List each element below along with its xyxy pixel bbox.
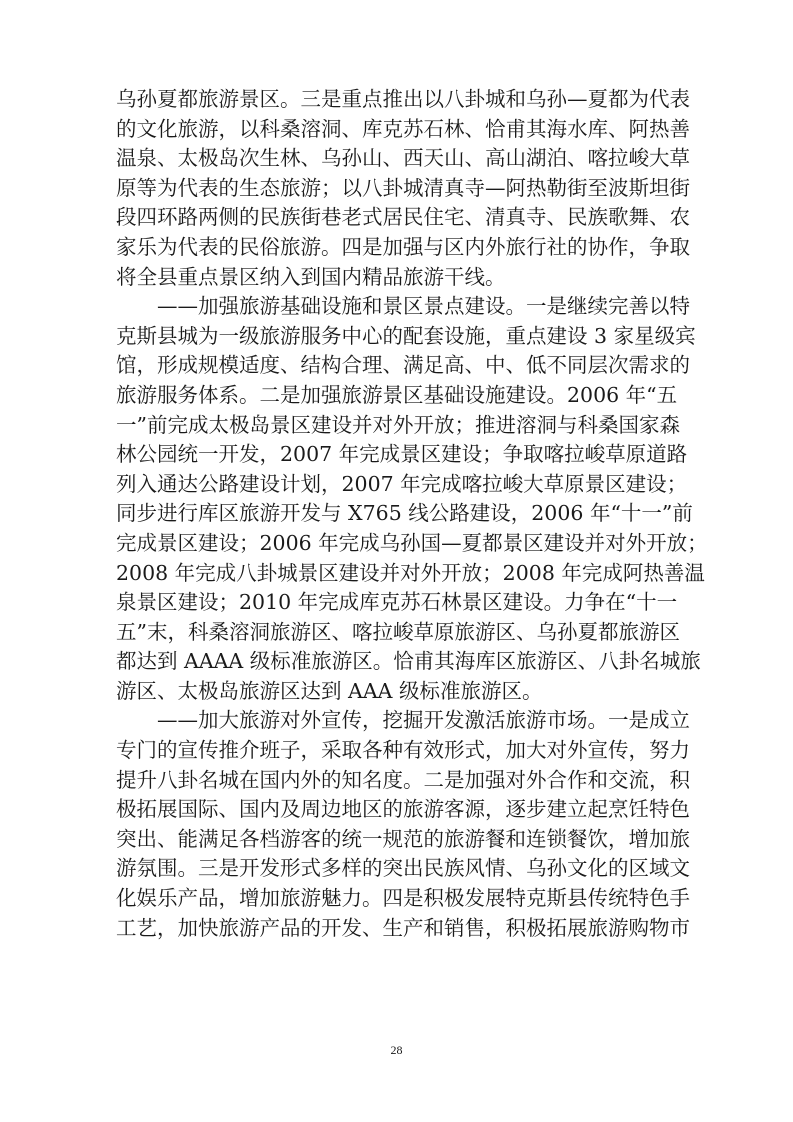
- text-line: 克斯县城为一级旅游服务中心的配套设施，重点建设 3 家星级宾: [116, 323, 696, 348]
- text-line: 温泉、太极岛次生林、乌孙山、西天山、高山湖泊、喀拉峻大草: [116, 146, 690, 171]
- text-line: 化娱乐产品，增加旅游魅力。四是积极发展特克斯县传统特色手: [116, 886, 690, 911]
- text-line: 突出、能满足各档游客的统一规范的旅游餐和连锁餐饮，增加旅: [116, 826, 690, 851]
- text-line: ——加大旅游对外宣传，挖掘开发激活旅游市场。一是成立: [157, 708, 690, 733]
- text-line: 旅游服务体系。二是加强旅游景区基础设施建设。2006 年“五: [116, 382, 678, 407]
- text-line: 游氛围。三是开发形式多样的突出民族风情、乌孙文化的区域文: [116, 856, 690, 881]
- text-line: 五”末，科桑溶洞旅游区、喀拉峻草原旅游区、乌孙夏都旅游区: [116, 619, 680, 644]
- text-line: 完成景区建设；2006 年完成乌孙国—夏都景区建设并对外开放；: [116, 530, 708, 555]
- text-line: 列入通达公路建设计划，2007 年完成喀拉峻大草原景区建设；: [116, 471, 688, 496]
- text-line: 一”前完成太极岛景区建设并对外开放；推进溶洞与科桑国家森: [116, 412, 680, 437]
- text-line: 同步进行库区旅游开发与 X765 线公路建设，2006 年“十一”前: [116, 501, 693, 526]
- text-line: 专门的宣传推介班子，采取各种有效形式，加大对外宣传，努力: [116, 738, 690, 763]
- text-line: 林公园统一开发，2007 年完成景区建设；争取喀拉峻草原道路: [116, 442, 688, 467]
- body-text: [116, 85, 708, 943]
- text-line: 都达到 AAAA 级标准旅游区。恰甫其海库区旅游区、八卦名城旅: [116, 649, 701, 674]
- text-line: 泉景区建设；2010 年完成库克苏石林景区建设。力争在“十一: [116, 590, 678, 615]
- text-line: 家乐为代表的民俗旅游。四是加强与区内外旅行社的协作，争取: [116, 234, 690, 259]
- page-number: 28: [390, 1043, 403, 1057]
- text-line: 2008 年完成八卦城景区建设并对外开放；2008 年完成阿热善温: [116, 560, 705, 585]
- text-line: 提升八卦名城在国内外的知名度。二是加强对外合作和交流，积: [116, 767, 690, 792]
- text-line: 将全县重点景区纳入到国内精品旅游干线。: [116, 264, 506, 289]
- paragraph-3: [116, 706, 690, 943]
- text-line: ——加强旅游基础设施和景区景点建设。一是继续完善以特: [157, 294, 690, 319]
- text-line: 原等为代表的生态旅游；以八卦城清真寺—阿热勒街至波斯坦街: [116, 175, 690, 200]
- text-line: 段四环路两侧的民族街巷老式居民住宅、清真寺、民族歌舞、农: [116, 205, 690, 230]
- text-line: 的文化旅游，以科桑溶洞、库克苏石林、恰甫其海水库、阿热善: [116, 116, 690, 141]
- text-line: 乌孙夏都旅游景区。三是重点推出以八卦城和乌孙—夏都为代表: [116, 87, 690, 111]
- paragraph-1: [116, 85, 690, 292]
- text-line: 游区、太极岛旅游区达到 AAA 级标准旅游区。: [116, 678, 543, 703]
- text-line: 工艺，加快旅游产品的开发、生产和销售，积极拓展旅游购物市: [116, 915, 690, 940]
- text-line: 馆，形成规模适度、结构合理、满足高、中、低不同层次需求的: [116, 353, 690, 378]
- text-line: 极拓展国际、国内及周边地区的旅游客源，逐步建立起烹饪特色: [116, 797, 690, 822]
- paragraph-2: [116, 292, 708, 706]
